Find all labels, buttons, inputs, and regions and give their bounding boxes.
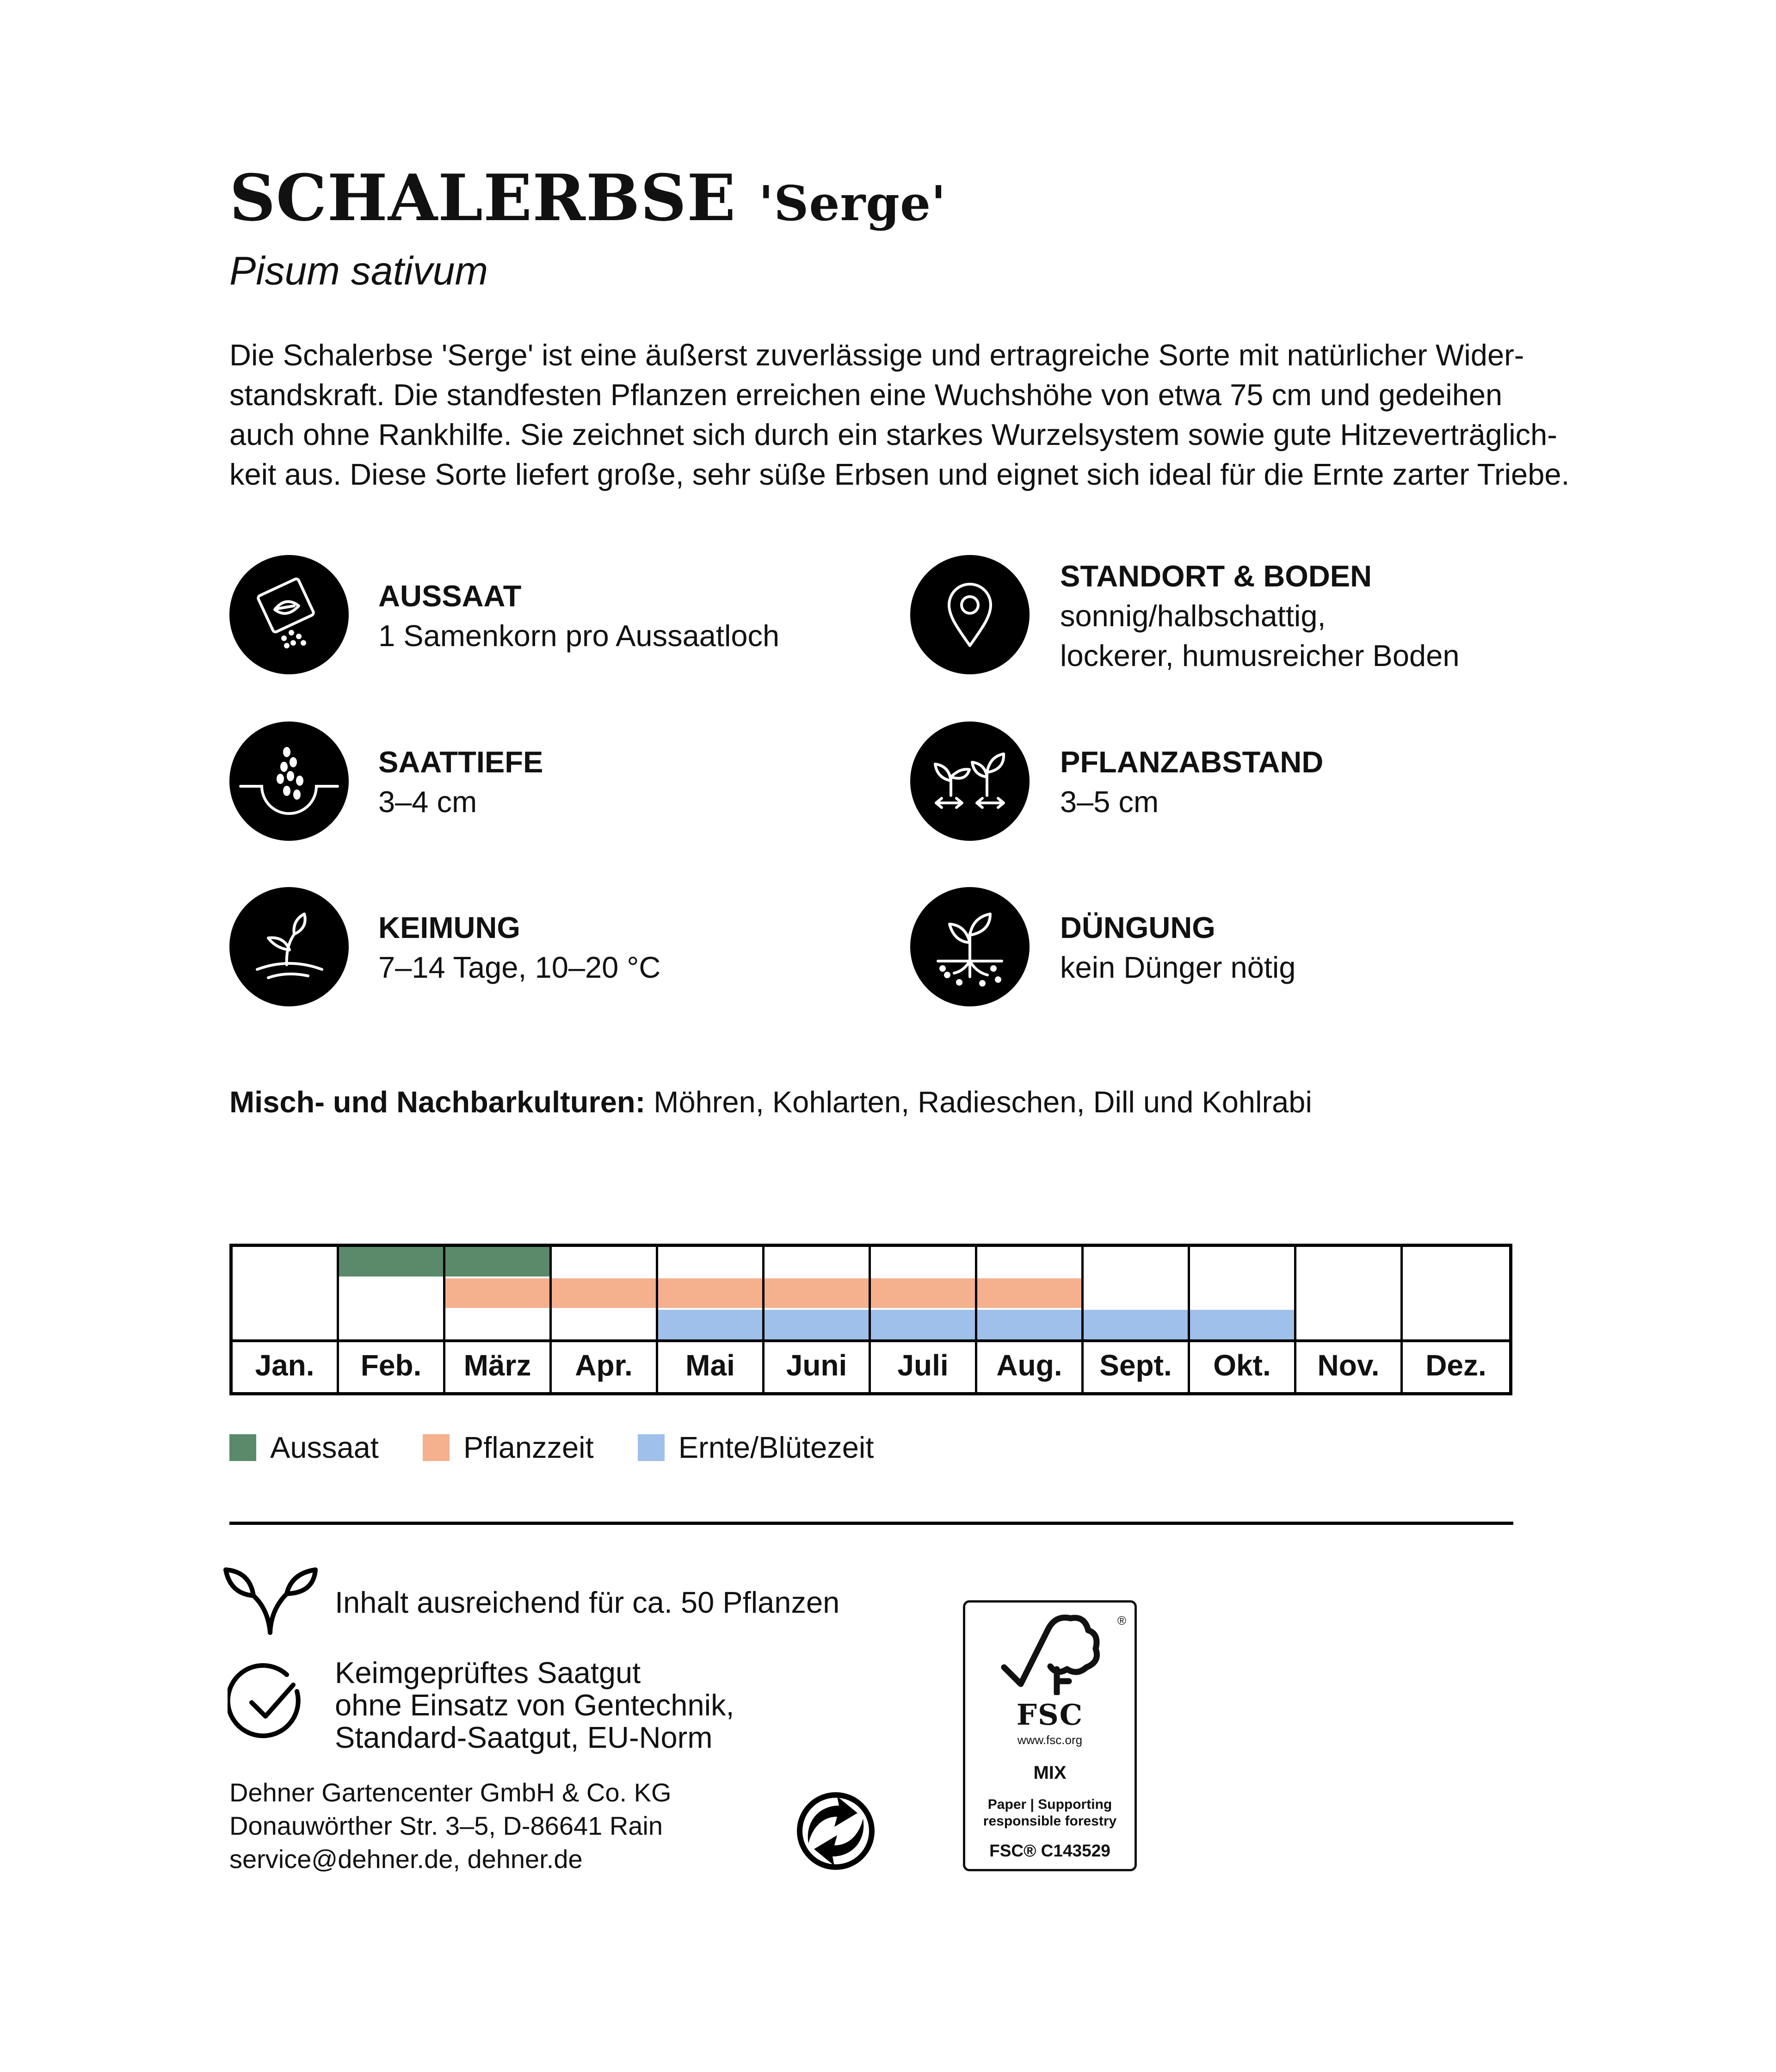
legend-pflanzzeit — [423, 1430, 594, 1465]
check-circle-icon — [228, 1663, 307, 1742]
footer-divider — [229, 1522, 1513, 1525]
info-title: SAATTIEFE — [378, 745, 543, 779]
location-pin-icon — [910, 555, 1030, 674]
green-dot-icon — [795, 1790, 877, 1872]
calendar-month-label: Juli — [897, 1349, 949, 1382]
calendar-month — [552, 1247, 658, 1392]
legend-label: Aussaat — [270, 1431, 379, 1464]
description-line: keit aus. Diese Sorte liefert große, sehr süße Erbsen und eignet sich ideal für die Ernte zarter Triebe. — [229, 457, 1570, 491]
product-name: SCHALERBSE — [229, 160, 736, 235]
info-value: sonnig/halbschattig, — [1060, 599, 1326, 633]
calendar-month-label: Jan. — [255, 1349, 314, 1382]
info-title: KEIMUNG — [378, 911, 520, 944]
info-saattiefe — [378, 742, 543, 822]
info-title: DÜNGUNG — [1060, 911, 1215, 944]
companion-plants-label: Misch- und Nachbarkulturen: — [229, 1085, 646, 1119]
info-value: 3–5 cm — [1060, 785, 1159, 819]
info-pflanzabstand — [1060, 742, 1323, 822]
seed-depth-icon — [229, 722, 349, 841]
companion-plants-value: Möhren, Kohlarten, Radieschen, Dill und Kohlrabi — [645, 1085, 1312, 1119]
latin-name: Pisum sativum — [229, 249, 488, 293]
quality-line: Keimgeprüftes Saatgut — [335, 1656, 641, 1690]
calendar-month-label: Juni — [786, 1349, 847, 1382]
calendar-month-label: Dez. — [1425, 1349, 1486, 1382]
calendar-month — [977, 1247, 1084, 1392]
legend-swatch-pflanzzeit — [423, 1434, 450, 1461]
info-keimung — [378, 908, 660, 987]
info-title: PFLANZABSTAND — [1060, 745, 1324, 779]
leaves-icon — [222, 1563, 319, 1637]
company-line: service@dehner.de, dehner.de — [229, 1844, 583, 1874]
fsc-paper-line: responsible forestry — [983, 1813, 1117, 1829]
calendar-month — [871, 1247, 977, 1392]
plant-spacing-icon — [910, 722, 1030, 841]
fsc-code: FSC® C143529 — [989, 1841, 1110, 1860]
calendar-month-label: Sept. — [1099, 1349, 1172, 1382]
sowing-calendar — [229, 1244, 1512, 1395]
info-aussaat — [378, 576, 779, 656]
fsc-logo-text: FSC — [1016, 1698, 1084, 1732]
description-line: Die Schalerbse 'Serge' ist eine äußerst zuverlässige und ertragreiche Sorte mit natürlicher Wider- — [229, 338, 1524, 372]
calendar-legend — [229, 1430, 918, 1465]
info-title: AUSSAAT — [378, 579, 522, 613]
calendar-month-label: Feb. — [360, 1349, 422, 1382]
legend-label: Pflanzzeit — [463, 1431, 594, 1464]
legend-label: Ernte/Blütezeit — [678, 1431, 874, 1464]
fsc-registered: ® — [1117, 1614, 1126, 1628]
legend-ernte — [638, 1430, 874, 1465]
fsc-tree-icon — [999, 1612, 1105, 1695]
product-title — [229, 160, 947, 235]
info-title: STANDORT & BODEN — [1060, 559, 1372, 593]
calendar-month — [658, 1247, 765, 1392]
calendar-month-label: Okt. — [1213, 1349, 1271, 1382]
product-variety: 'Serge' — [758, 175, 947, 232]
calendar-month-label: Apr. — [575, 1349, 633, 1382]
fsc-url: www.fsc.org — [1017, 1733, 1083, 1747]
calendar-month — [1190, 1247, 1296, 1392]
company-address — [229, 1776, 672, 1876]
calendar-month-label: Aug. — [996, 1349, 1062, 1382]
calendar-month-label: Nov. — [1317, 1349, 1380, 1382]
calendar-month — [1084, 1247, 1190, 1392]
info-value: lockerer, humusreicher Boden — [1060, 639, 1460, 672]
seedling-icon — [229, 887, 349, 1006]
quality-text — [335, 1657, 734, 1754]
calendar-month — [233, 1247, 339, 1392]
info-value: 3–4 cm — [378, 785, 477, 819]
legend-swatch-aussaat — [229, 1434, 256, 1461]
description-line: standskraft. Die standfesten Pflanzen erreichen eine Wuchshöhe von etwa 75 cm und gedeihen — [229, 378, 1503, 412]
legend-swatch-ernte — [638, 1434, 665, 1461]
info-duengung — [1060, 908, 1296, 987]
company-line: Dehner Gartencenter GmbH & Co. KG — [229, 1778, 672, 1807]
info-value: 7–14 Tage, 10–20 °C — [378, 950, 661, 984]
calendar-month — [1296, 1247, 1403, 1392]
calendar-month-label: März — [463, 1349, 531, 1382]
companion-plants — [229, 1085, 1312, 1119]
fertilizer-icon — [910, 887, 1030, 1006]
info-value: kein Dünger nötig — [1060, 950, 1296, 984]
contents-text: Inhalt ausreichend für ca. 50 Pflanzen — [335, 1585, 840, 1619]
calendar-month-label: Mai — [685, 1349, 735, 1382]
description-line: auch ohne Rankhilfe. Sie zeichnet sich durch ein starkes Wurzelsystem sowie gute Hitzeverträglich- — [229, 418, 1557, 451]
calendar-month — [339, 1247, 445, 1392]
seed-packet-icon — [229, 555, 349, 674]
company-line: Donauwörther Str. 3–5, D-86641 Rain — [229, 1811, 663, 1840]
fsc-label — [963, 1600, 1137, 1871]
fsc-paper-line: Paper | Supporting — [987, 1797, 1112, 1812]
legend-aussaat — [229, 1430, 379, 1465]
calendar-month — [765, 1247, 871, 1392]
calendar-month — [1403, 1247, 1509, 1392]
calendar-month — [445, 1247, 552, 1392]
quality-line: Standard-Saatgut, EU-Norm — [335, 1720, 713, 1754]
fsc-mix: MIX — [1033, 1763, 1067, 1783]
description — [229, 335, 1571, 494]
quality-line: ohne Einsatz von Gentechnik, — [335, 1688, 734, 1722]
info-standort — [1060, 556, 1460, 676]
info-value: 1 Samenkorn pro Aussaatloch — [378, 619, 780, 653]
